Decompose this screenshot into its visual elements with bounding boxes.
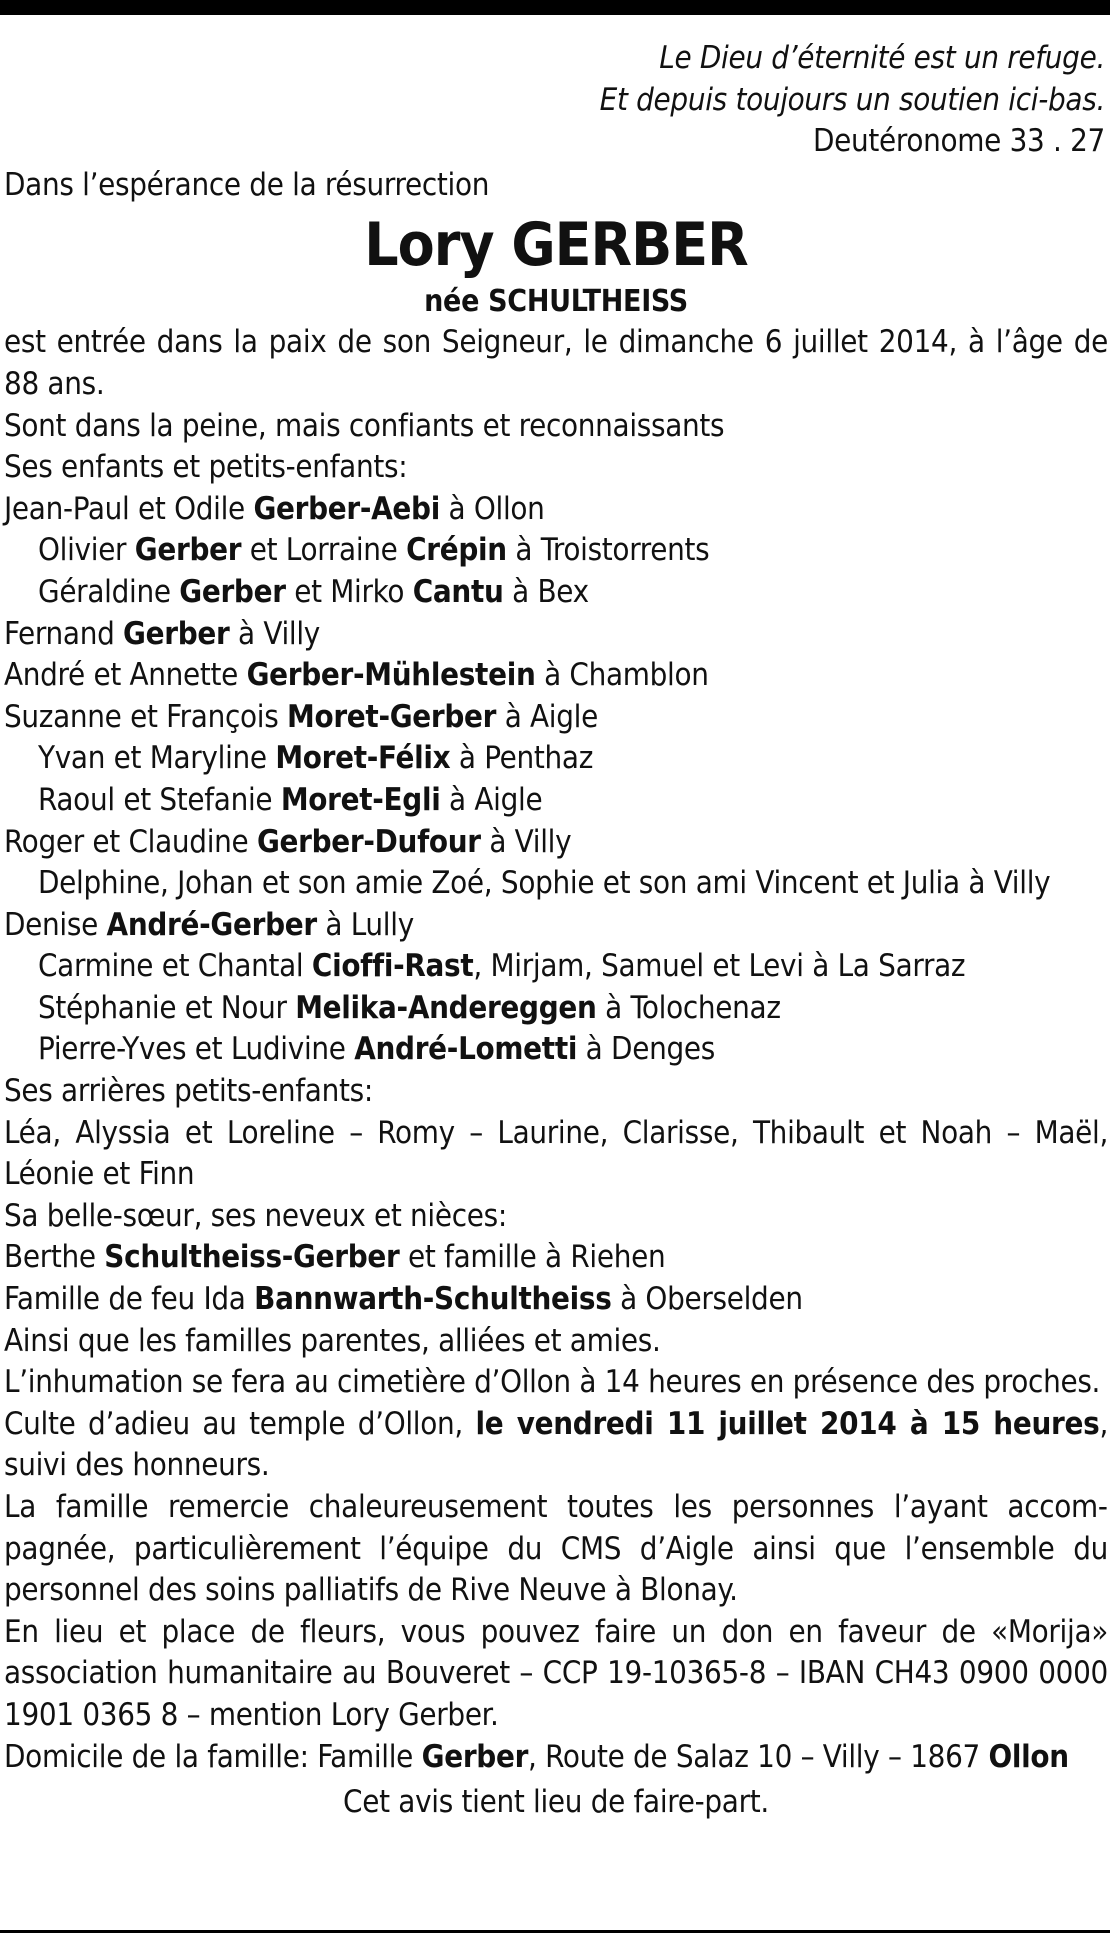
service-notice: Culte d’adieu au temple d’Ollon, le vendredi 11 juillet 2014 à 15 heures, suivi des honneurs. [4,1405,1108,1484]
family-entry: Jean-Paul et Odile Gerber-Aebi à Ollon [4,490,545,527]
family-entry: Roger et Claudine Gerber-Dufour à Villy [4,823,572,860]
deceased-name: Lory GERBER [364,210,748,281]
family-entry: Carmine et Chantal Cioffi-Rast, Mirjam, Samuel et Levi à La Sarraz [38,948,966,985]
epigraph-line-1: Le Dieu d’éternité est un refuge. [659,40,1105,76]
family-entry: Pierre-Yves et Ludivine André-Lometti à Denges [38,1031,715,1068]
family-entry: Delphine, Johan et son amie Zoé, Sophie et son ami Vincent et Julia à Villy [38,865,1051,902]
family-entry: Suzanne et François Moret-Gerber à Aigle [4,698,598,735]
epigraph-line-2: Et depuis toujours un soutien ici-bas. [599,81,1105,118]
donation-paragraph: En lieu et place de fleurs, vous pouvez faire un don en faveur de «Morija» association humanitaire au Bouveret – CCP 19-10365-8 – IBAN CH43 0900 0000 1901 0365 8 – mention Lory Gerber. [4,1613,1108,1733]
children-heading: Ses enfants et petits-enfants: [4,449,408,486]
domicile-line: Domicile de la famille: Famille Gerber, Route de Salaz 10 – Villy – 1867 Ollon [4,1738,1069,1775]
burial-notice: L’inhumation se fera au cimetière d’Ollon à 14 heures en présence des proches. [4,1364,1101,1401]
mourners-intro: Sont dans la peine, mais confiants et reconnaissants [4,407,725,444]
bottom-rule [0,1930,1110,1933]
great-grandchildren-list: Léa, Alyssia et Loreline – Romy – Laurine, Clarisse, Thibault et Noah – Maël, Léonie et Finn [4,1114,1108,1193]
announcement: est entrée dans la paix de son Seigneur, le dimanche 6 juillet 2014, à l’âge de 88 ans. [4,324,1108,402]
thanks-paragraph: La famille remercie chaleureusement toutes les personnes l’ayant accompagnée, particulièrement l’équipe du CMS d’Aigle ainsi que l’ensemble du personnel des soins palliatifs de Rive Neuve à Blonay. [4,1489,1108,1609]
inlaw-entry: Berthe Schultheiss-Gerber et famille à Riehen [4,1239,666,1276]
closing-line: Cet avis tient lieu de faire-part. [343,1784,769,1821]
deceased-maiden-name: née SCHULTHEISS [424,284,688,320]
family-entry: Denise André-Gerber à Lully [4,906,414,943]
family-entry: Fernand Gerber à Villy [4,615,321,652]
inlaws-heading: Sa belle-sœur, ses neveux et nièces: [4,1197,507,1234]
family-entry: Olivier Gerber et Lorraine Crépin à Troistorrents [38,532,710,569]
intro-line: Dans l’espérance de la résurrection [4,166,490,203]
family-entry: Stéphanie et Nour Melika-Andereggen à Tolochenaz [38,989,781,1026]
inlaw-entry: Famille de feu Ida Bannwarth-Schultheiss à Oberselden [4,1281,803,1318]
family-list [4,489,1108,1071]
epigraph-reference: Deutéronome 33 . 27 [812,123,1105,160]
great-grandchildren-heading: Ses arrières petits-enfants: [4,1073,373,1110]
relatives-line: Ainsi que les familles parentes, alliées et amies. [4,1322,661,1359]
obituary-content [4,38,1108,1824]
top-rule [0,0,1110,15]
family-entry: Raoul et Stefanie Moret-Egli à Aigle [38,781,543,818]
family-entry: Yvan et Maryline Moret-Félix à Penthaz [38,740,594,777]
family-entry: André et Annette Gerber-Mühlestein à Chamblon [4,657,709,694]
family-entry: Géraldine Gerber et Mirko Cantu à Bex [38,573,589,610]
epigraph [4,38,1108,163]
